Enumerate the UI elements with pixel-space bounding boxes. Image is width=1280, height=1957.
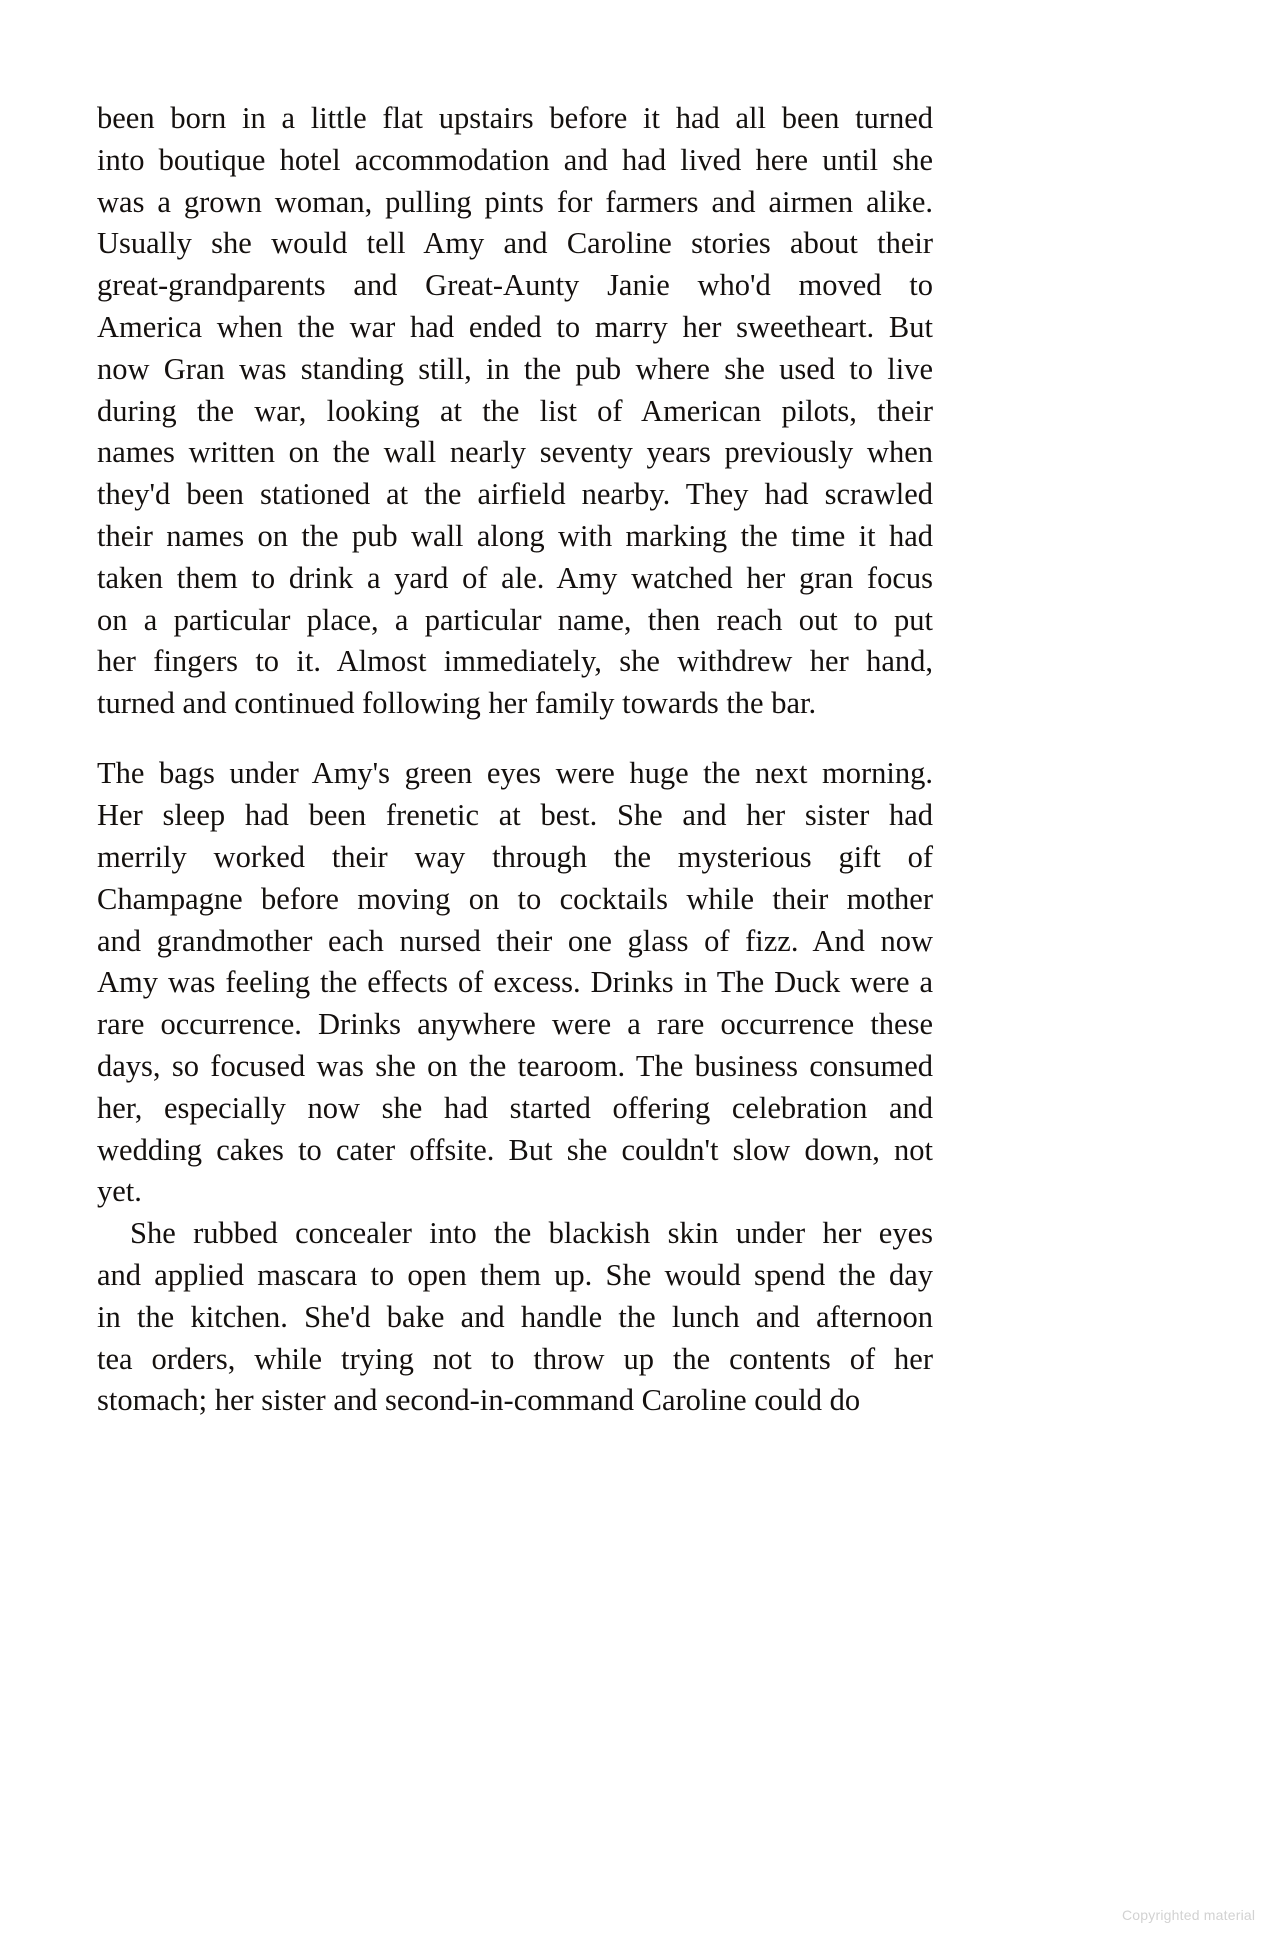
text-line: wedding cakes to cater offsite. But she couldn't slow down, not [97, 1132, 933, 1167]
text-line: they'd been stationed at the airfield nearby. They had scrawled [97, 477, 933, 512]
text-line: stomach; her sister and second-in-command Caroline could do [97, 1383, 861, 1418]
text-line: names written on the wall nearly seventy years previously when [97, 435, 933, 470]
text-line: Amy was feeling the effects of excess. Drinks in The Duck were a [97, 965, 933, 1000]
text-line: great-grandparents and Great-Aunty Janie who'd moved to [97, 268, 933, 303]
text-line: on a particular place, a particular name, then reach out to put [97, 602, 933, 637]
text-line: yet. [97, 1174, 142, 1209]
paragraph-2 [97, 753, 933, 1213]
text-line: her, especially now she had started offering celebration and [97, 1090, 933, 1125]
text-line: in the kitchen. She'd bake and handle the lunch and afternoon [97, 1299, 933, 1334]
text-line: into boutique hotel accommodation and had lived here until she [97, 142, 933, 177]
text-line: during the war, looking at the list of American pilots, their [97, 393, 933, 428]
text-line: She rubbed concealer into the blackish skin under her eyes [130, 1216, 933, 1251]
emphasis-word: anywhere [417, 1007, 536, 1042]
text-line: now Gran was standing still, in the pub where she used to live [97, 351, 933, 386]
text-line: and applied mascara to open them up. She would spend the day [97, 1258, 933, 1293]
text-line: The bags under Amy's green eyes were huge the next morning. [97, 756, 933, 791]
text-line: their names on the pub wall along with marking the time it had [97, 518, 933, 553]
text-fragment: were a rare occurrence these [535, 1007, 933, 1042]
text-line: was a grown woman, pulling pints for farmers and airmen alike. [97, 184, 933, 219]
text-line-with-emphasis [97, 1004, 933, 1046]
paragraph-1 [97, 98, 933, 725]
text-fragment: rare occurrence. Drinks [97, 1007, 418, 1042]
page-text-column [97, 98, 933, 1422]
text-line: Her sleep had been frenetic at best. She and her sister had [97, 798, 933, 833]
text-line: merrily worked their way through the mysterious gift of [97, 840, 933, 875]
copyright-notice: Copyrighted material [1122, 1907, 1256, 1923]
text-line: days, so focused was she on the tearoom. The business consumed [97, 1049, 933, 1084]
text-line: America when the war had ended to marry her sweetheart. But [97, 309, 933, 344]
text-line: tea orders, while trying not to throw up the contents of her [97, 1341, 933, 1376]
text-line: Champagne before moving on to cocktails while their mother [97, 881, 933, 916]
text-line: taken them to drink a yard of ale. Amy watched her gran focus [97, 560, 933, 595]
text-line: turned and continued following her family towards the bar. [97, 686, 817, 721]
text-line: Usually she would tell Amy and Caroline stories about their [97, 226, 933, 261]
paragraph-3 [97, 1213, 933, 1422]
text-line: been born in a little flat upstairs before it had all been turned [97, 101, 933, 135]
text-line: and grandmother each nursed their one glass of fizz. And now [97, 923, 933, 958]
text-line: her fingers to it. Almost immediately, she withdrew her hand, [97, 644, 933, 679]
